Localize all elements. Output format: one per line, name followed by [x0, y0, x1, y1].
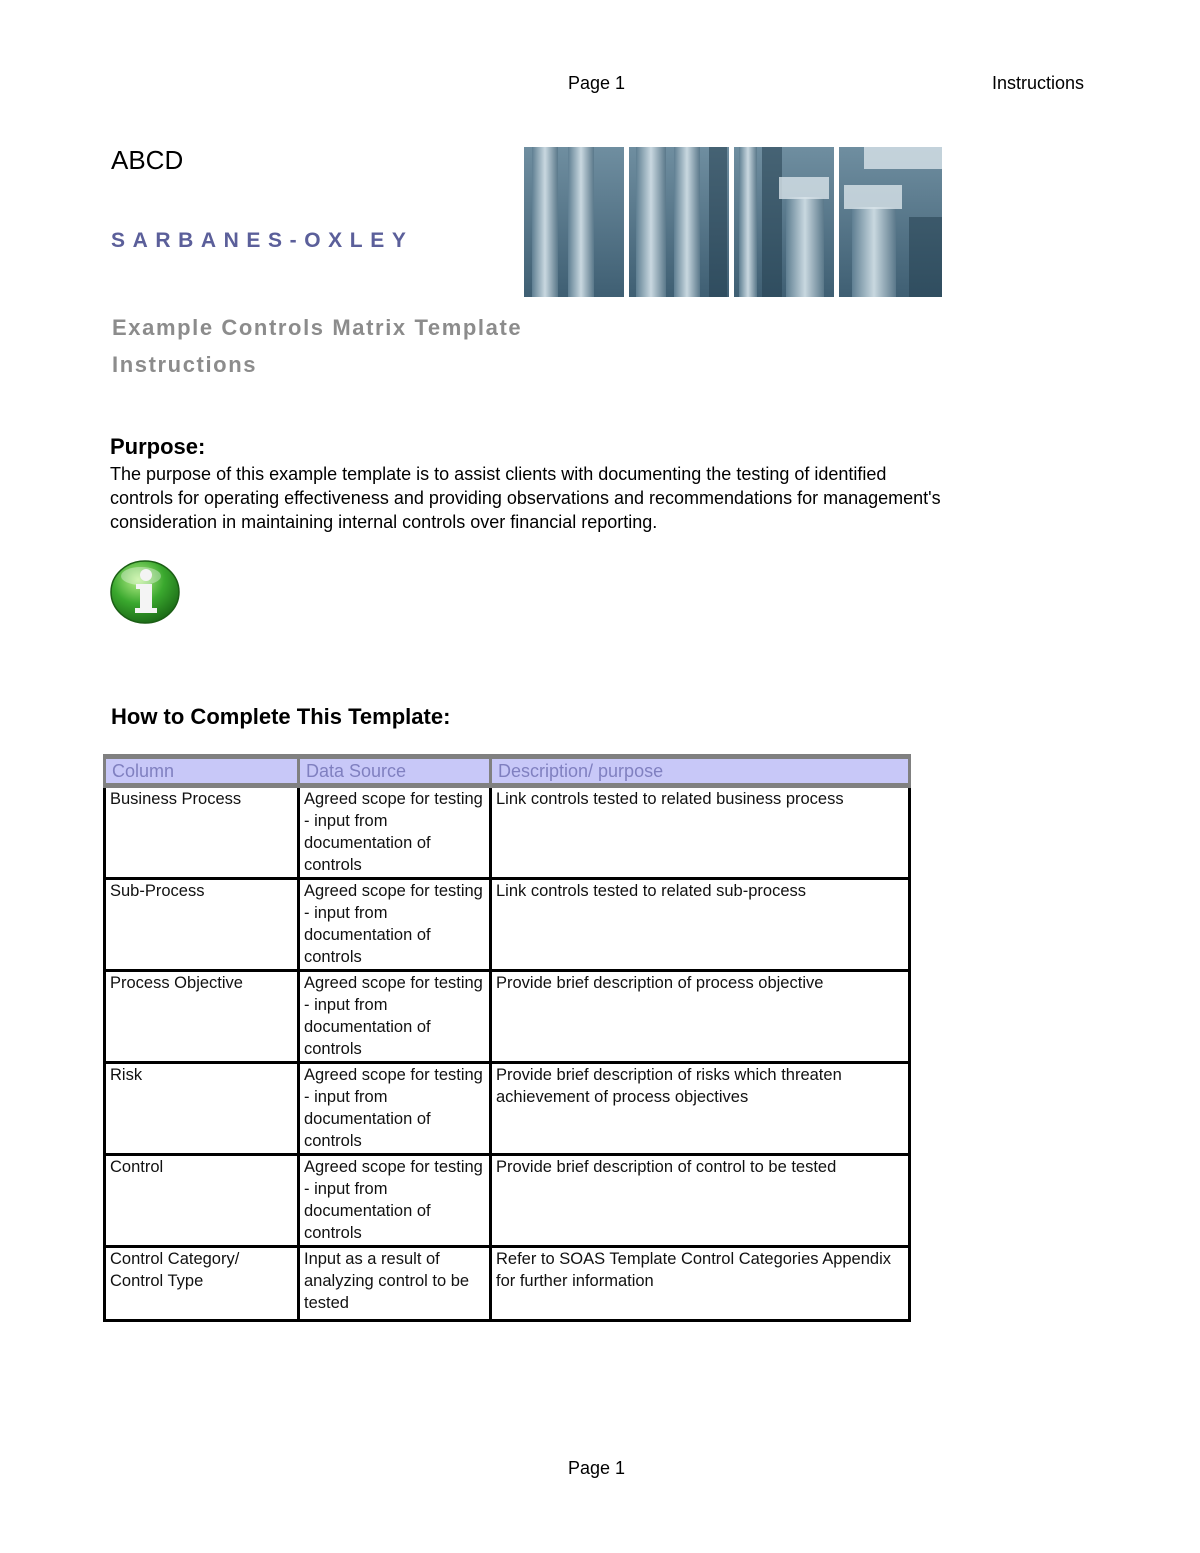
instructions-table — [103, 754, 911, 1322]
cell-description: Provide brief description of risks which threaten achievement of process objectives — [491, 1063, 910, 1155]
columns-banner-image — [524, 147, 942, 297]
purpose-text: The purpose of this example template is to assist clients with documenting the testing of identified controls for operating effectiveness and providing observations and recommendations for management's consideration in maintaining internal controls over financial reporting. — [110, 464, 941, 532]
cell-description: Refer to SOAS Template Control Categories Appendix for further information — [491, 1247, 910, 1321]
header-page-label: Page 1 — [568, 73, 626, 93]
company-name: ABCD — [111, 145, 184, 175]
template-title: Example Controls Matrix Template — [112, 315, 523, 340]
cell-data-source: Agreed scope for testing - input from documentation of controls — [299, 1155, 491, 1247]
table-row — [105, 786, 910, 879]
cell-column: Risk — [105, 1063, 299, 1155]
purpose-heading: Purpose: — [110, 434, 206, 459]
cell-column: Control — [105, 1155, 299, 1247]
cell-data-source: Input as a result of analyzing control to be tested — [299, 1247, 491, 1321]
footer-page-label: Page 1 — [568, 1458, 626, 1478]
cell-column: Sub-Process — [105, 879, 299, 971]
cell-description: Provide brief description of control to be tested — [491, 1155, 910, 1247]
table-header-row — [105, 757, 910, 786]
cell-data-source: Agreed scope for testing - input from documentation of controls — [299, 786, 491, 879]
table-row — [105, 879, 910, 971]
table-row — [105, 1063, 910, 1155]
cell-description: Provide brief description of process objective — [491, 971, 910, 1063]
cell-column: Control Category/ Control Type — [105, 1247, 299, 1321]
column-header-data-source: Data Source — [299, 757, 491, 786]
cell-description: Link controls tested to related sub-process — [491, 879, 910, 971]
table-row — [105, 1155, 910, 1247]
table-row — [105, 1247, 910, 1321]
howto-heading: How to Complete This Template: — [111, 704, 451, 729]
column-header-column: Column — [105, 757, 299, 786]
column-header-description: Description/ purpose — [491, 757, 910, 786]
header-sheet-name: Instructions — [992, 73, 1085, 93]
cell-column: Business Process — [105, 786, 299, 879]
cell-description: Link controls tested to related business process — [491, 786, 910, 879]
template-subtitle: Instructions — [112, 352, 258, 377]
cell-column: Process Objective — [105, 971, 299, 1063]
cell-data-source: Agreed scope for testing - input from documentation of controls — [299, 1063, 491, 1155]
program-title: SARBANES-OXLEY — [111, 229, 414, 252]
table-row — [105, 971, 910, 1063]
info-icon — [109, 559, 181, 625]
cell-data-source: Agreed scope for testing - input from documentation of controls — [299, 971, 491, 1063]
cell-data-source: Agreed scope for testing - input from documentation of controls — [299, 879, 491, 971]
